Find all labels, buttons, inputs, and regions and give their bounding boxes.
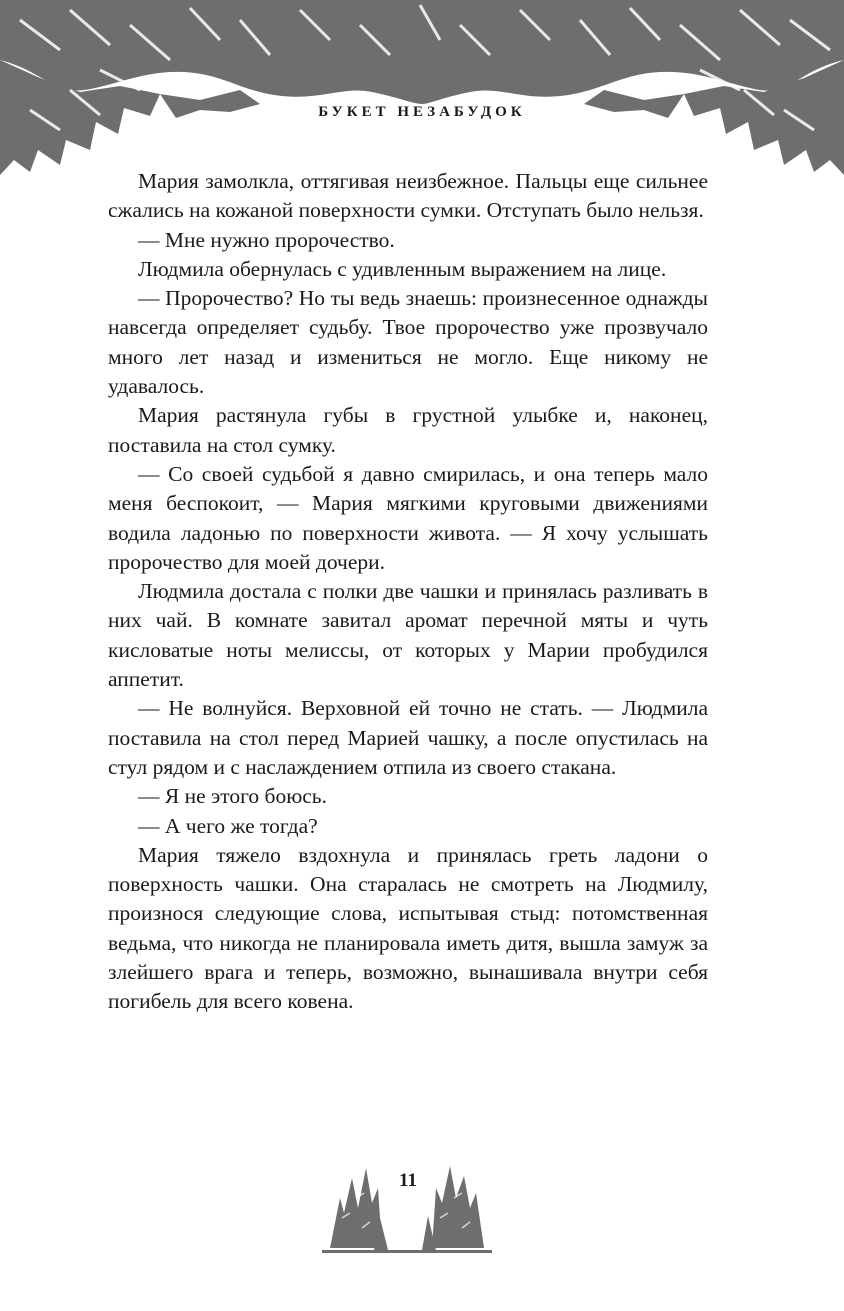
paragraph: — Со своей судьбой я давно смирилась, и она теперь мало меня беспокоит, — Мария мягкими круговыми движениями водила ладонью по поверхности живота. — Я хочу услышать пророчество для моей дочери. xyxy=(108,461,708,574)
paragraph: Людмила обернулась с удивленным выражением на лице. xyxy=(138,256,667,281)
running-title: БУКЕТ НЕЗАБУДОК xyxy=(318,104,526,120)
page-number: 11 xyxy=(399,1170,417,1191)
paragraph: Людмила достала с полки две чашки и принялась разливать в них чай. В комнате завитал аромат перечной мяты и чуть кисловатые ноты мелиссы, от которых у Марии пробудился аппетит. xyxy=(108,579,708,692)
paragraph: — А чего же тогда? xyxy=(138,813,318,838)
header-forest-ornament xyxy=(0,0,844,175)
paragraph: — Не волнуйся. Верховной ей точно не стать. — Людмила поставила на стол перед Марией чашку, а после опустилась на стул рядом и с наслаждением отпила из своего стакана. xyxy=(108,696,708,779)
paragraph: Мария замолкла, оттягивая неизбежное. Пальцы еще сильнее сжались на кожаной поверхности сумки. Отступать было нельзя. xyxy=(108,169,708,223)
paragraph: — Пророчество? Но ты ведь знаешь: произнесенное однажды навсегда определяет судьбу. Твое пророчество уже прозвучало много лет назад и измениться не могло. Еще никому не удавалось. xyxy=(108,286,708,399)
body-text xyxy=(108,167,708,1017)
paragraph: Мария растянула губы в грустной улыбке и, наконец, поставила на стол сумку. xyxy=(108,403,708,457)
paragraph: Мария тяжело вздохнула и принялась греть ладони о поверхность чашки. Она старалась не смотреть на Людмилу, произнося следующие слова, испытывая стыд: потомственная ведьма, что никогда не планировала иметь дитя, вышла замуж за злейшего врага и теперь, возможно, вынашивала внутри себя погибель для всего ковена. xyxy=(108,842,708,1014)
paragraph: — Я не этого боюсь. xyxy=(138,784,327,809)
paragraph: — Мне нужно пророчество. xyxy=(138,227,395,252)
